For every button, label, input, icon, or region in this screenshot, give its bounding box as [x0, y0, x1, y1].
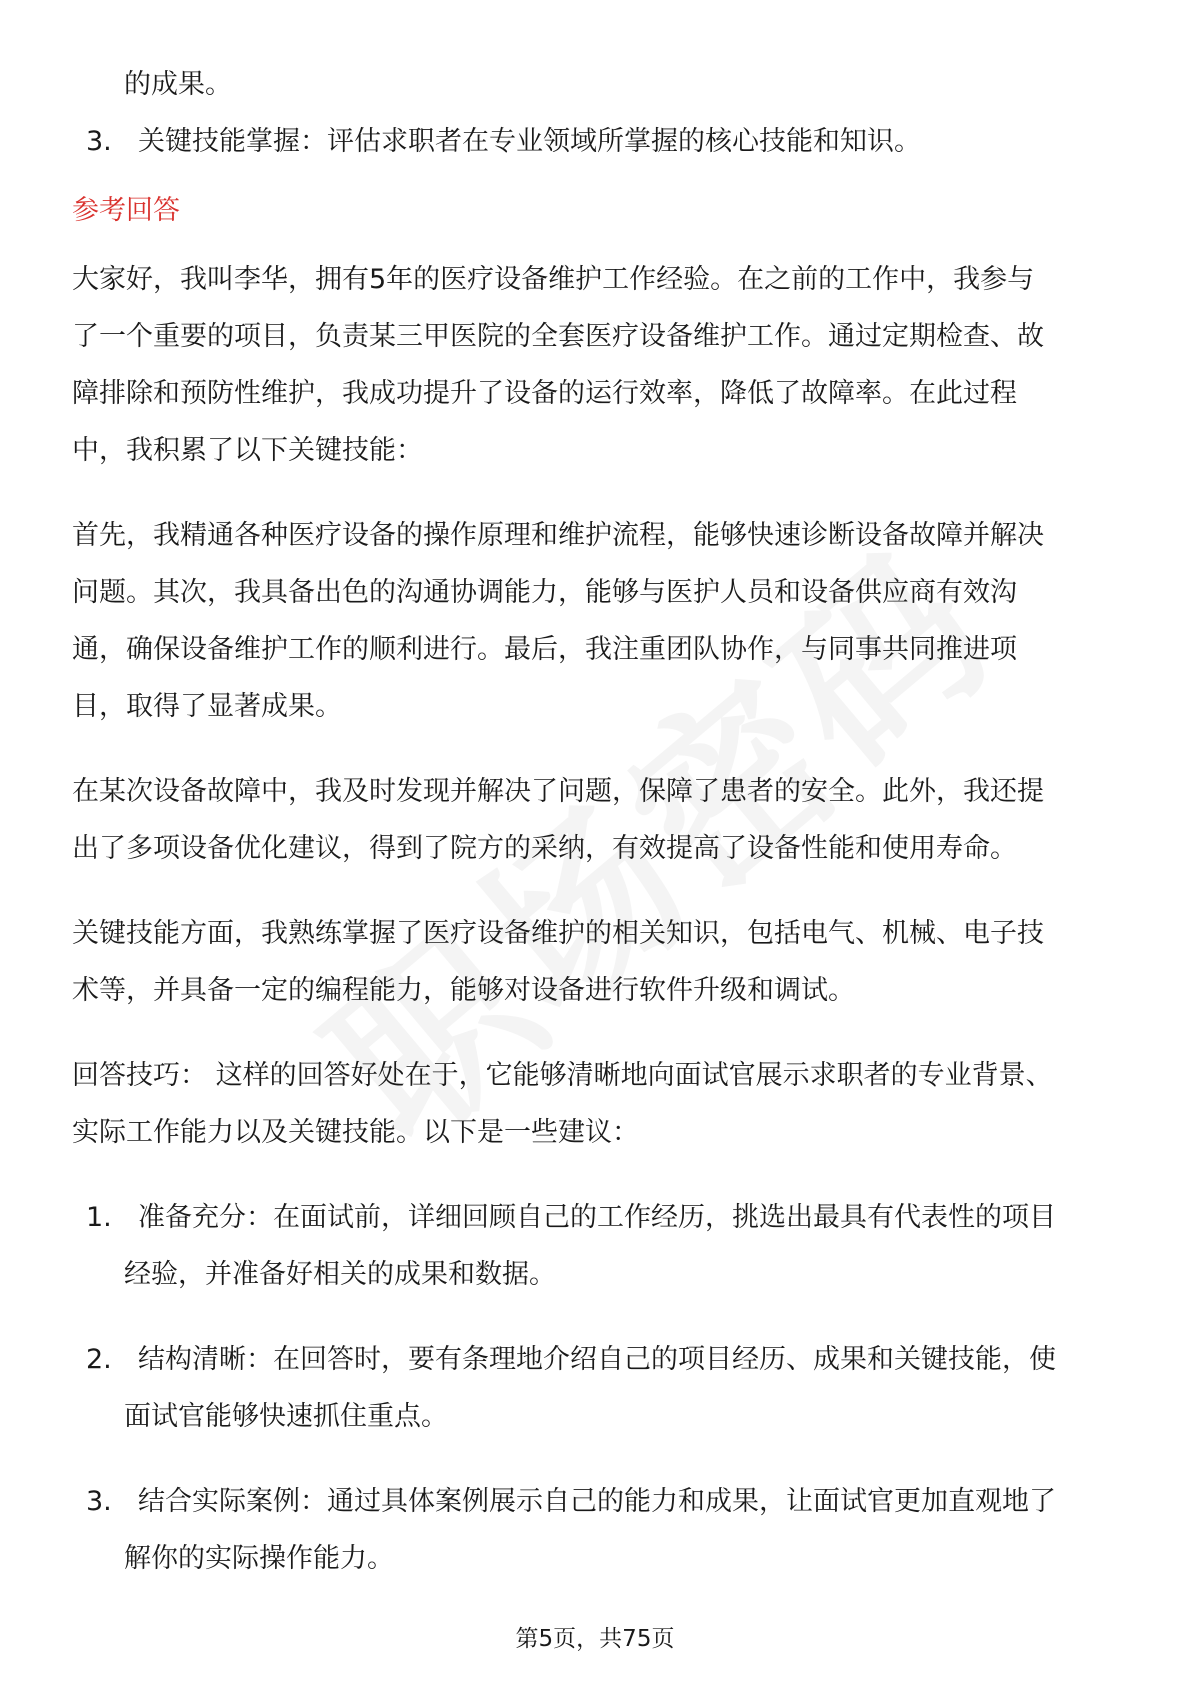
- text-line: 回答技巧： 这样的回答好处在于，它能够清晰地向面试官展示求职者的专业背景、: [72, 1060, 1053, 1091]
- list-text-continuation: 解你的实际操作能力。: [124, 1543, 394, 1574]
- text-line: 首先，我精通各种医疗设备的操作原理和维护流程，能够快速诊断设备故障并解决: [72, 520, 1044, 551]
- list-number: 3.: [86, 126, 112, 157]
- list-number: 3.: [86, 1486, 112, 1517]
- text-line: 障排除和预防性维护，我成功提升了设备的运行效率，降低了故障率。在此过程: [72, 378, 1017, 409]
- text-line: 出了多项设备优化建议，得到了院方的采纳，有效提高了设备性能和使用寿命。: [72, 833, 1017, 864]
- list-text: 结合实际案例：通过具体案例展示自己的能力和成果，让面试官更加直观地了: [138, 1486, 1056, 1517]
- paragraph-4: [72, 905, 1118, 1019]
- text-line: 实际工作能力以及关键技能。以下是一些建议：: [72, 1117, 639, 1148]
- text-line: 大家好，我叫李华，拥有5年的医疗设备维护工作经验。在之前的工作中，我参与: [72, 264, 1035, 295]
- list-text: 结构清晰：在回答时，要有条理地介绍自己的项目经历、成果和关键技能，使: [138, 1344, 1056, 1375]
- text-line: 通，确保设备维护工作的顺利进行。最后，我注重团队协作，与同事共同推进项: [72, 634, 1017, 665]
- text-line: 了一个重要的项目，负责某三甲医院的全套医疗设备维护工作。通过定期检查、故: [72, 321, 1044, 352]
- list-text: 准备充分：在面试前，详细回顾自己的工作经历，挑选出最具有代表性的项目: [138, 1202, 1056, 1233]
- tips-list: [72, 1189, 1118, 1587]
- text-line: 问题。其次，我具备出色的沟通协调能力，能够与医护人员和设备供应商有效沟: [72, 577, 1017, 608]
- list-text-continuation: 面试官能够快速抓住重点。: [124, 1401, 448, 1432]
- page-number: 第5页，共75页: [515, 1626, 675, 1652]
- list-item: [72, 113, 1118, 170]
- list-item: [72, 1189, 1118, 1246]
- continuation-line: 的成果。: [124, 69, 232, 100]
- paragraph-1: [72, 251, 1118, 479]
- list-item: [72, 1331, 1118, 1388]
- list-text: 关键技能掌握：评估求职者在专业领域所掌握的核心技能和知识。: [138, 126, 921, 157]
- answer-heading: 参考回答: [72, 195, 180, 226]
- text-line: 中，我积累了以下关键技能：: [72, 435, 423, 466]
- list-item: [72, 1473, 1118, 1530]
- paragraph-3: [72, 763, 1118, 877]
- text-line: 关键技能方面，我熟练掌握了医疗设备维护的相关知识，包括电气、机械、电子技: [72, 918, 1044, 949]
- list-number: 1.: [86, 1202, 112, 1233]
- list-number: 2.: [86, 1344, 112, 1375]
- text-line: 在某次设备故障中，我及时发现并解决了问题，保障了患者的安全。此外，我还提: [72, 776, 1044, 807]
- text-line: 术等，并具备一定的编程能力，能够对设备进行软件升级和调试。: [72, 975, 855, 1006]
- text-line: 目，取得了显著成果。: [72, 691, 342, 722]
- paragraph-5: [72, 1047, 1118, 1161]
- paragraph-2: [72, 507, 1118, 735]
- list-text-continuation: 经验，并准备好相关的成果和数据。: [124, 1259, 556, 1290]
- page-content: [72, 56, 1118, 1587]
